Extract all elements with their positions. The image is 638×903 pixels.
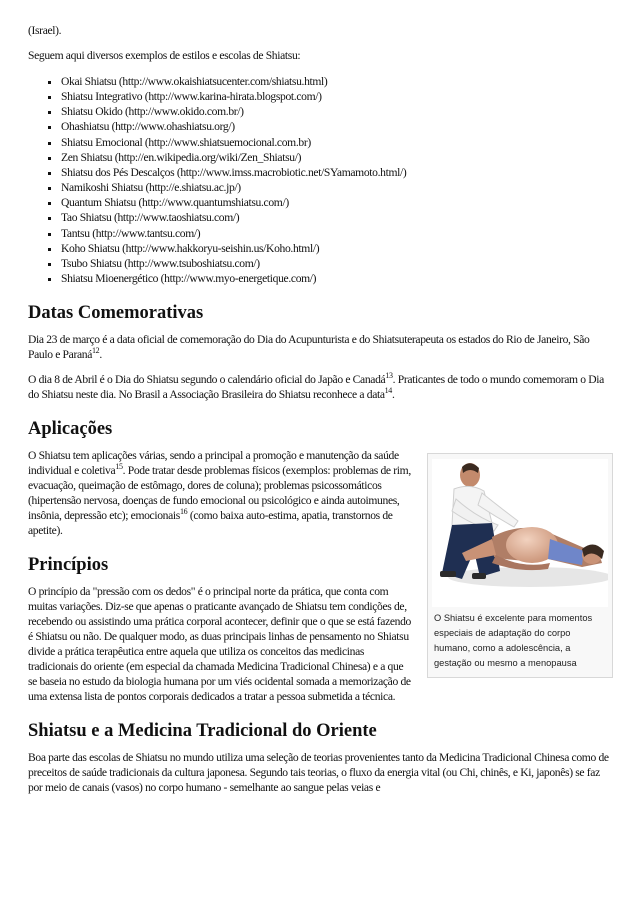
intro-fragment: (Israel).	[28, 24, 62, 37]
list-item: ▪ Shiatsu Emocional (http://www.shiatsuemocional.com.br)	[61, 135, 613, 150]
list-item: ▪ Shiatsu Okido (http://www.okido.com.br/)	[61, 104, 613, 119]
styles-list	[28, 74, 613, 286]
footnote-ref-12[interactable]: 12	[92, 346, 100, 356]
list-item: ▪ Tsubo Shiatsu (http://www.tsuboshiatsu.com/)	[61, 256, 613, 271]
figure-caption: O Shiatsu é excelente para momentos especiais de adaptação do corpo humano, como a adolescência, a gestação ou mesmo a menopausa	[434, 613, 593, 669]
medicina-paragraph: Boa parte das escolas de Shiatsu no mundo utiliza uma seleção de teorias provenientes tanto da Medicina Tradicional Chinesa como de preceitos de saúde tradicionais da cultura japonesa. Segundo tais teorias, o fluxo da energia vital (ou Chi, chinês, e Ki, japonês) se faz por meio de canais (vasos) no corpo humano - semelhante ao sangue pelas veias e	[28, 751, 609, 795]
footnote-ref-15[interactable]: 15	[115, 462, 123, 472]
datas-paragraph-1	[28, 332, 613, 362]
shiatsu-figure	[427, 453, 613, 678]
list-item: ▪ Zen Shiatsu (http://en.wikipedia.org/wiki/Zen_Shiatsu/)	[61, 150, 613, 165]
datas-p2-end: .	[391, 388, 395, 402]
footnote-ref-13[interactable]: 13	[385, 371, 393, 381]
list-item: ▪ Quantum Shiatsu (http://www.quantumshiatsu.com/)	[61, 195, 613, 210]
list-item: ▪ Tantsu (http://www.tantsu.com/)	[61, 226, 613, 241]
styles-list-intro: Seguem aqui diversos exemplos de estilos e escolas de Shiatsu:	[28, 49, 301, 62]
aplicacoes-text-2: . Pode tratar desde problemas físicos (exemplos: problemas de rim, evacuação, queimação de estômago, dores de coluna); problemas psicossomáticos (hipertensão nervosa, doenças de fundo emocional ou psicológico e ainda autoimunes, insônia, depressão etc); emocionais	[28, 464, 411, 523]
heading-datas-comemorativas: Datas Comemorativas	[28, 303, 204, 324]
list-item: ▪ Namikoshi Shiatsu (http://e.shiatsu.ac.jp/)	[61, 180, 613, 195]
list-item: ▪ Okai Shiatsu (http://www.okaishiatsucenter.com/shiatsu.html)	[61, 74, 613, 89]
document-content	[28, 23, 613, 805]
list-item: ▪ Shiatsu Mioenergético (http://www.myo-energetique.com/)	[61, 271, 613, 286]
aplicacoes-text-1: O Shiatsu tem aplicações várias, sendo a principal a promoção e manutenção da saúde individual e coletiva	[28, 449, 399, 478]
aplicacoes-text-3: (como baixa auto-estima, apatia, transtornos de apetite).	[28, 509, 393, 538]
footnote-ref-16[interactable]: 16	[179, 507, 188, 517]
footnote-ref-14[interactable]: 14	[384, 386, 392, 396]
list-item: ▪ Koho Shiatsu (http://www.hakkoryu-seishin.us/Koho.html/)	[61, 241, 613, 256]
datas-p2-text: O dia 8 de Abril é o Dia do Shiatsu segundo o calendário oficial do Japão e Canadá	[28, 373, 386, 387]
datas-p1-text: Dia 23 de março é a data oficial de comemoração do Dia do Acupunturista e do Shiatsuterapeuta os estados do Rio de Janeiro, São Paulo e Paraná	[28, 333, 590, 362]
list-item: ▪ Shiatsu Integrativo (http://www.karina-hirata.blogspot.com/)	[61, 89, 613, 104]
list-item: ▪ Tao Shiatsu (http://www.taoshiatsu.com/)	[61, 210, 613, 225]
heading-principios: Princípios	[28, 555, 109, 576]
list-item: ▪ Ohashiatsu (http://www.ohashiatsu.org/)	[61, 119, 613, 134]
datas-p1-end: .	[99, 348, 102, 362]
list-item: ▪ Shiatsu dos Pés Descalços (http://www.imss.macrobiotic.net/SYamamoto.html/)	[61, 165, 613, 180]
principios-paragraph: O princípio da "pressão com os dedos" é o principal norte da prática, que conta com muitas variações. Diz-se que apenas o praticante avançado de Shiatsu tem condições de, recebendo ou assistindo uma prática corporal acontecer, definir que o que se está fazendo é Shiatsu ou não. De qualquer modo, as duas principais linhas de pensamento no Shiatsu divide a prática terapêutica entre aquela que utiliza os conceitos das medicinas tradicionais do oriente (em especial da chamada Medicina Tradicional Chinesa) e a que se baseia no estudo da biologia humana por um viés ocidental somada a memorização de uma extensa lista de pontos corporais dedicados a tratar a pessoa submetida a técnica.	[28, 585, 412, 704]
shiatsu-pregnancy-photo-icon	[432, 459, 608, 607]
heading-medicina-tradicional: Shiatsu e a Medicina Tradicional do Oriente	[28, 721, 377, 742]
datas-p2-mid: . Praticantes de todo o mundo comemoram o Dia do Shiatsu neste dia. No Brasil a Associação Brasileira do Shiatsu reconhece a data	[28, 373, 604, 402]
datas-paragraph-2	[28, 372, 613, 402]
heading-aplicacoes: Aplicações	[28, 419, 113, 440]
